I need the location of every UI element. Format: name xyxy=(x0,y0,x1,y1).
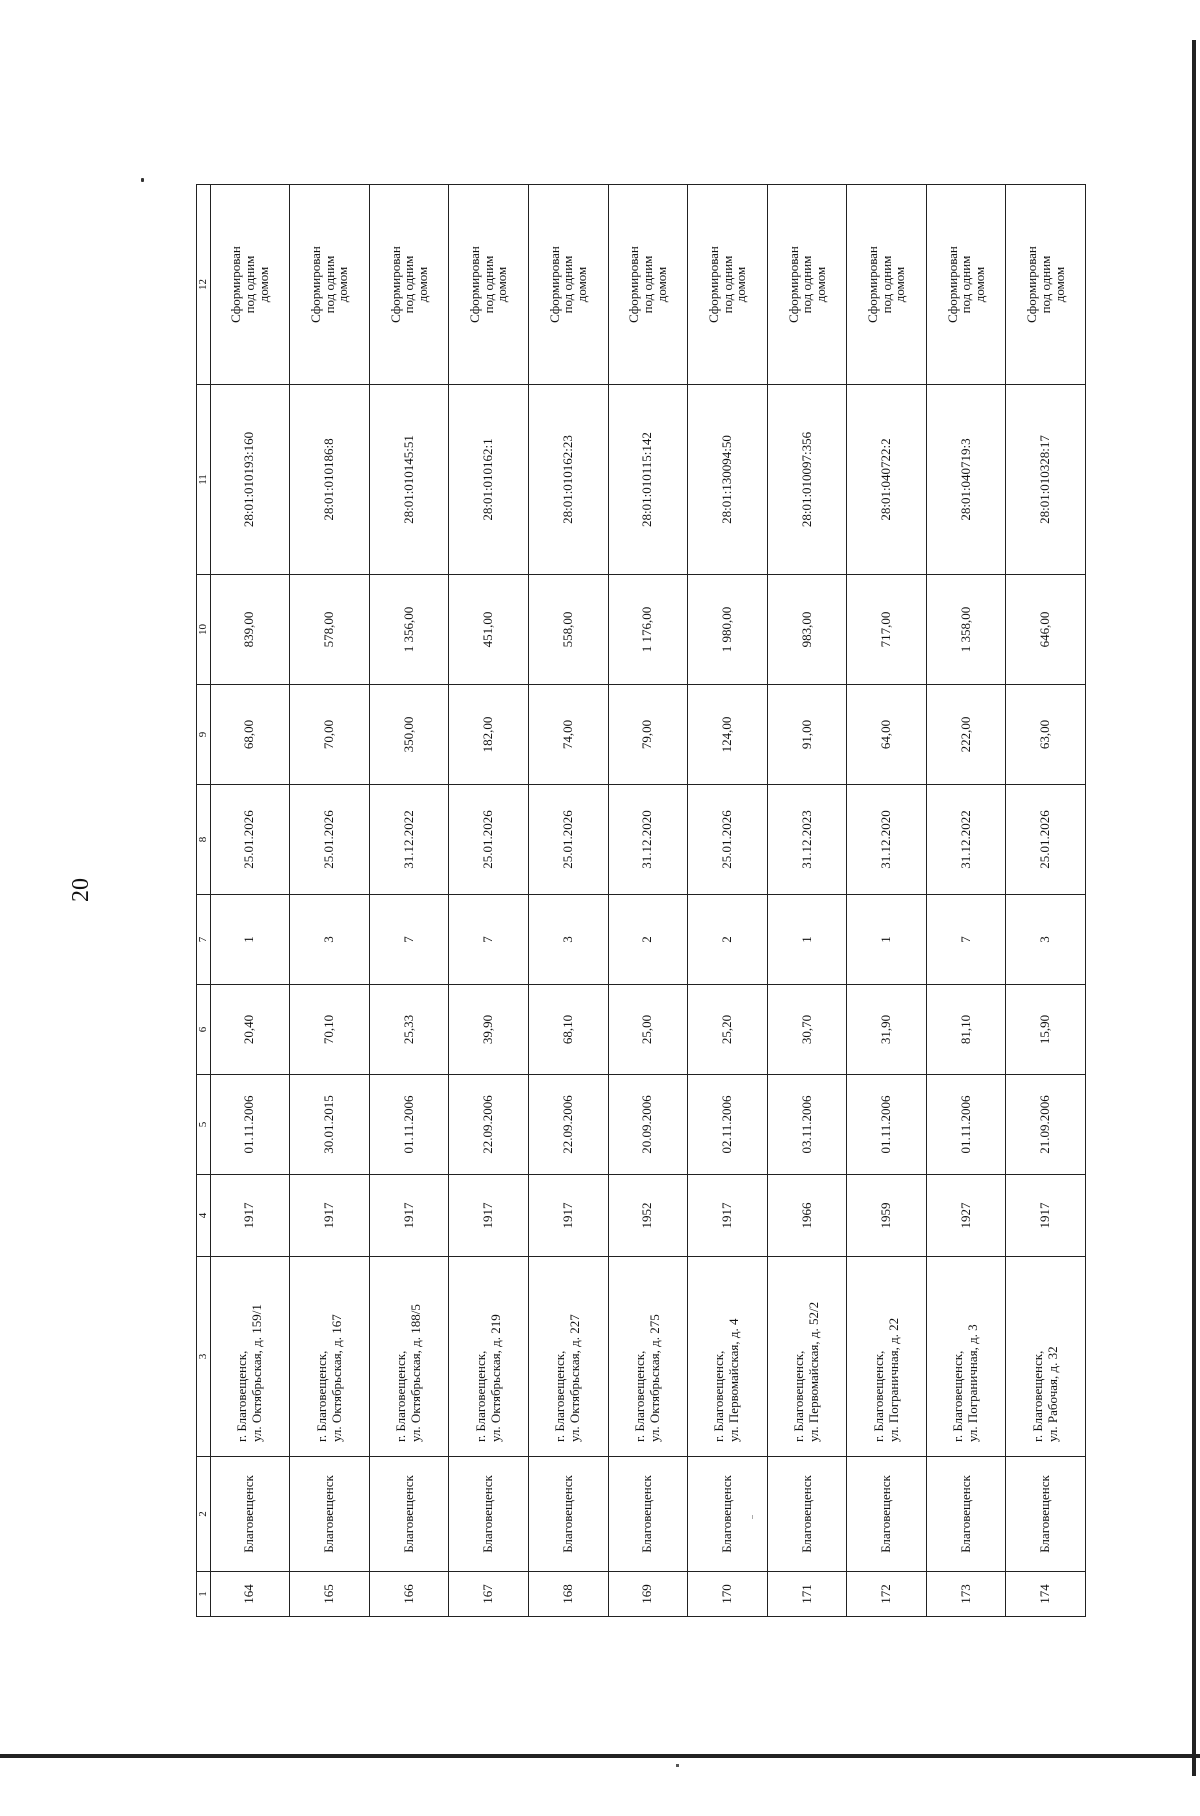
land-status-cell xyxy=(290,185,370,385)
land-status-line: Сформирован xyxy=(785,246,801,323)
table-row xyxy=(1006,185,1086,1617)
planned-date-cell: 25.01.2026 xyxy=(290,785,370,895)
land-area-cell: 1 356,00 xyxy=(369,575,449,685)
municipality-cell: Благовещенск xyxy=(528,1457,608,1572)
planned-date-cell: 25.01.2026 xyxy=(688,785,768,895)
land-status-line: Сформирован xyxy=(944,246,960,323)
area-cell: 222,00 xyxy=(926,685,1006,785)
land-status-line: Сформирован xyxy=(1024,246,1040,323)
land-status-line: домом xyxy=(812,266,828,303)
land-area-cell: 717,00 xyxy=(847,575,927,685)
page-number: 20 xyxy=(68,878,94,902)
land-status-line: Сформирован xyxy=(705,246,721,323)
build-year-cell: 1917 xyxy=(449,1175,529,1257)
address-street-line: ул. Октябрьская, д. 159/1 xyxy=(248,1304,264,1442)
scan-speck xyxy=(141,178,144,182)
municipality-cell: Благовещенск xyxy=(210,1457,290,1572)
recognition-date-cell: 03.11.2006 xyxy=(767,1075,847,1175)
recognition-date-cell: 02.11.2006 xyxy=(688,1075,768,1175)
land-status-line: под одним xyxy=(242,255,258,314)
table-row xyxy=(767,185,847,1617)
land-status-cell xyxy=(1006,185,1086,385)
count-cell: 1 xyxy=(767,895,847,985)
land-status-cell xyxy=(688,185,768,385)
count-cell: 1 xyxy=(847,895,927,985)
cadastral-number-cell: 28:01:130094:50 xyxy=(688,385,768,575)
count-cell: 2 xyxy=(608,895,688,985)
area-cell: 70,00 xyxy=(290,685,370,785)
land-status-line: домом xyxy=(255,266,271,303)
table-body xyxy=(210,185,1085,1617)
column-number-header: 2 xyxy=(197,1457,211,1572)
column-number-header: 8 xyxy=(197,785,211,895)
address-cell xyxy=(528,1257,608,1457)
municipality-cell: Благовещенск xyxy=(369,1457,449,1572)
land-status-line: под одним xyxy=(799,255,815,314)
planned-date-cell: 31.12.2023 xyxy=(767,785,847,895)
build-year-cell: 1966 xyxy=(767,1175,847,1257)
address-city-line: г. Благовещенск, xyxy=(233,1350,249,1442)
cadastral-number-cell: 28:01:010162:1 xyxy=(449,385,529,575)
wear-percent-cell: 70,10 xyxy=(290,985,370,1075)
municipality-cell: Благовещенск xyxy=(767,1457,847,1572)
land-status-line: Сформирован xyxy=(467,246,483,323)
column-number-header: 1 xyxy=(197,1572,211,1617)
area-cell: 68,00 xyxy=(210,685,290,785)
address-cell xyxy=(847,1257,927,1457)
address-cell xyxy=(926,1257,1006,1457)
address-street-line: ул. Пограничная, д. 3 xyxy=(965,1324,981,1442)
land-area-cell: 1 358,00 xyxy=(926,575,1006,685)
build-year-cell: 1917 xyxy=(528,1175,608,1257)
wear-percent-cell: 30,70 xyxy=(767,985,847,1075)
area-cell: 63,00 xyxy=(1006,685,1086,785)
land-status-line: под одним xyxy=(480,255,496,314)
land-area-cell: 451,00 xyxy=(449,575,529,685)
land-status-cell xyxy=(449,185,529,385)
area-cell: 64,00 xyxy=(847,685,927,785)
column-number-header: 12 xyxy=(197,185,211,385)
recognition-date-cell: 22.09.2006 xyxy=(528,1075,608,1175)
build-year-cell: 1952 xyxy=(608,1175,688,1257)
address-street-line: ул. Рабочая, д. 32 xyxy=(1044,1346,1060,1442)
land-status-line: Сформирован xyxy=(626,246,642,323)
row-number-cell: 170 xyxy=(688,1572,768,1617)
area-cell: 124,00 xyxy=(688,685,768,785)
address-street-line: ул. Первомайская, д. 4 xyxy=(726,1318,742,1442)
land-status-cell xyxy=(210,185,290,385)
header-row xyxy=(197,185,211,1617)
address-street-line: ул. Пограничная, д. 22 xyxy=(885,1317,901,1442)
land-status-line: домом xyxy=(733,266,749,303)
address-street-line: ул. Октябрьская, д. 167 xyxy=(328,1314,344,1442)
column-number-header: 11 xyxy=(197,385,211,575)
row-number-cell: 171 xyxy=(767,1572,847,1617)
land-status-line: домом xyxy=(414,266,430,303)
address-cell xyxy=(1006,1257,1086,1457)
address-cell xyxy=(449,1257,529,1457)
land-area-cell: 1 980,00 xyxy=(688,575,768,685)
address-cell xyxy=(688,1257,768,1457)
build-year-cell: 1917 xyxy=(210,1175,290,1257)
build-year-cell: 1917 xyxy=(369,1175,449,1257)
build-year-cell: 1917 xyxy=(290,1175,370,1257)
address-city-line: г. Благовещенск, xyxy=(950,1350,966,1442)
land-status-line: Сформирован xyxy=(865,246,881,323)
count-cell: 2 xyxy=(688,895,768,985)
land-status-line: под одним xyxy=(719,255,735,314)
area-cell: 79,00 xyxy=(608,685,688,785)
table-row xyxy=(210,185,290,1617)
cadastral-number-cell: 28:01:010193:160 xyxy=(210,385,290,575)
row-number-cell: 165 xyxy=(290,1572,370,1617)
area-cell: 182,00 xyxy=(449,685,529,785)
row-number-cell: 169 xyxy=(608,1572,688,1617)
table-row xyxy=(369,185,449,1617)
land-status-line: домом xyxy=(653,266,669,303)
planned-date-cell: 25.01.2026 xyxy=(528,785,608,895)
address-city-line: г. Благовещенск, xyxy=(313,1350,329,1442)
address-city-line: г. Благовещенск, xyxy=(393,1350,409,1442)
row-number-cell: 173 xyxy=(926,1572,1006,1617)
scan-speck xyxy=(676,1764,679,1767)
count-cell: 3 xyxy=(528,895,608,985)
land-area-cell: 983,00 xyxy=(767,575,847,685)
column-number-header: 9 xyxy=(197,685,211,785)
land-status-line: под одним xyxy=(401,255,417,314)
address-street-line: ул. Октябрьская, д. 188/5 xyxy=(408,1304,424,1442)
recognition-date-cell: 01.11.2006 xyxy=(369,1075,449,1175)
address-city-line: г. Благовещенск, xyxy=(711,1350,727,1442)
recognition-date-cell: 30.01.2015 xyxy=(290,1075,370,1175)
build-year-cell: 1959 xyxy=(847,1175,927,1257)
column-number-header: 3 xyxy=(197,1257,211,1457)
land-area-cell: 839,00 xyxy=(210,575,290,685)
land-status-cell xyxy=(369,185,449,385)
recognition-date-cell: 01.11.2006 xyxy=(847,1075,927,1175)
table-row xyxy=(688,185,768,1617)
table-row xyxy=(449,185,529,1617)
wear-percent-cell: 39,90 xyxy=(449,985,529,1075)
count-cell: 3 xyxy=(290,895,370,985)
municipality-cell: Благовещенск xyxy=(926,1457,1006,1572)
table-row xyxy=(528,185,608,1617)
land-status-cell xyxy=(926,185,1006,385)
row-number-cell: 167 xyxy=(449,1572,529,1617)
land-status-line: под одним xyxy=(640,255,655,314)
land-status-line: домом xyxy=(335,266,351,303)
wear-percent-cell: 31,90 xyxy=(847,985,927,1075)
table-row xyxy=(847,185,927,1617)
planned-date-cell: 31.12.2020 xyxy=(608,785,688,895)
recognition-date-cell: 01.11.2006 xyxy=(926,1075,1006,1175)
count-cell: 7 xyxy=(369,895,449,985)
wear-percent-cell: 25,00 xyxy=(608,985,688,1075)
land-status-line: под одним xyxy=(560,255,576,314)
column-number-header: 4 xyxy=(197,1175,211,1257)
cadastral-number-cell: 28:01:010162:23 xyxy=(528,385,608,575)
area-cell: 91,00 xyxy=(767,685,847,785)
land-status-line: домом xyxy=(494,266,510,303)
wear-percent-cell: 20,40 xyxy=(210,985,290,1075)
wear-percent-cell: 25,33 xyxy=(369,985,449,1075)
planned-date-cell: 31.12.2022 xyxy=(926,785,1006,895)
address-street-line: ул. Октябрьская, д. 219 xyxy=(487,1314,503,1442)
land-status-line: Сформирован xyxy=(546,246,562,323)
row-number-cell: 174 xyxy=(1006,1572,1086,1617)
cadastral-number-cell: 28:01:010115:142 xyxy=(608,385,688,575)
land-status-line: под одним xyxy=(321,255,337,314)
municipality-cell: Благовещенск xyxy=(290,1457,370,1572)
municipality-cell: Благовещенск xyxy=(847,1457,927,1572)
planned-date-cell: 25.01.2026 xyxy=(449,785,529,895)
address-cell xyxy=(369,1257,449,1457)
land-area-cell: 646,00 xyxy=(1006,575,1086,685)
table-row xyxy=(290,185,370,1617)
column-number-header: 10 xyxy=(197,575,211,685)
land-status-line: домом xyxy=(971,266,987,303)
row-number-cell: 166 xyxy=(369,1572,449,1617)
cadastral-number-cell: 28:01:040719:3 xyxy=(926,385,1006,575)
land-area-cell: 558,00 xyxy=(528,575,608,685)
column-number-header: 5 xyxy=(197,1075,211,1175)
count-cell: 1 xyxy=(210,895,290,985)
recognition-date-cell: 20.09.2006 xyxy=(608,1075,688,1175)
land-status-line: под одним xyxy=(878,255,894,314)
cadastral-number-cell: 28:01:010328:17 xyxy=(1006,385,1086,575)
cadastral-number-cell: 28:01:010145:51 xyxy=(369,385,449,575)
land-status-line: домом xyxy=(1051,266,1067,303)
address-city-line: г. Благовещенск, xyxy=(552,1350,568,1442)
address-cell xyxy=(210,1257,290,1457)
wear-percent-cell: 15,90 xyxy=(1006,985,1086,1075)
municipality-cell: Благовещенск xyxy=(1006,1457,1086,1572)
land-status-line: под одним xyxy=(1037,255,1053,314)
cadastral-number-cell: 28:01:010097:356 xyxy=(767,385,847,575)
wear-percent-cell: 68,10 xyxy=(528,985,608,1075)
build-year-cell: 1917 xyxy=(688,1175,768,1257)
land-status-line: Сформирован xyxy=(228,246,244,323)
wear-percent-cell: 25,20 xyxy=(688,985,768,1075)
address-cell xyxy=(290,1257,370,1457)
row-number-cell: 172 xyxy=(847,1572,927,1617)
registry-table xyxy=(196,184,1086,1617)
address-city-line: г. Благовещенск, xyxy=(870,1350,886,1442)
table-row xyxy=(926,185,1006,1617)
planned-date-cell: 31.12.2022 xyxy=(369,785,449,895)
page-edge-bottom xyxy=(0,1754,1200,1758)
land-status-cell xyxy=(608,185,688,385)
recognition-date-cell: 21.09.2006 xyxy=(1006,1075,1086,1175)
table-row xyxy=(608,185,688,1617)
row-number-cell: 164 xyxy=(210,1572,290,1617)
address-cell xyxy=(608,1257,688,1457)
build-year-cell: 1917 xyxy=(1006,1175,1086,1257)
land-area-cell: 1 176,00 xyxy=(608,575,688,685)
column-number-header: 6 xyxy=(197,985,211,1075)
row-number-cell: 168 xyxy=(528,1572,608,1617)
planned-date-cell: 25.01.2026 xyxy=(210,785,290,895)
address-street-line: ул. Октябрьская, д. 275 xyxy=(646,1314,662,1442)
count-cell: 7 xyxy=(926,895,1006,985)
build-year-cell: 1927 xyxy=(926,1175,1006,1257)
municipality-cell: Благовещенск xyxy=(688,1457,768,1572)
cadastral-number-cell: 28:01:040722:2 xyxy=(847,385,927,575)
planned-date-cell: 25.01.2026 xyxy=(1006,785,1086,895)
recognition-date-cell: 01.11.2006 xyxy=(210,1075,290,1175)
address-city-line: г. Благовещенск, xyxy=(631,1350,647,1442)
cadastral-number-cell: 28:01:010186:8 xyxy=(290,385,370,575)
recognition-date-cell: 22.09.2006 xyxy=(449,1075,529,1175)
land-status-cell xyxy=(528,185,608,385)
count-cell: 7 xyxy=(449,895,529,985)
area-cell: 350,00 xyxy=(369,685,449,785)
municipality-cell: Благовещенск xyxy=(608,1457,688,1572)
count-cell: 3 xyxy=(1006,895,1086,985)
page-edge-right xyxy=(1192,40,1196,1776)
land-status-line: домом xyxy=(574,266,590,303)
address-street-line: ул. Октябрьская, д. 227 xyxy=(567,1314,583,1442)
land-status-line: Сформирован xyxy=(308,246,324,323)
land-area-cell: 578,00 xyxy=(290,575,370,685)
address-city-line: г. Благовещенск, xyxy=(1029,1350,1045,1442)
registry-table-wrapper xyxy=(196,185,1086,1617)
address-city-line: г. Благовещенск, xyxy=(472,1350,488,1442)
land-status-line: домом xyxy=(892,266,908,303)
address-street-line: ул. Первомайская, д. 52/2 xyxy=(805,1301,821,1442)
land-status-line: Сформирован xyxy=(387,246,403,323)
land-status-cell xyxy=(847,185,927,385)
address-city-line: г. Благовещенск, xyxy=(791,1350,807,1442)
area-cell: 74,00 xyxy=(528,685,608,785)
land-status-line: под одним xyxy=(958,255,974,314)
column-number-header: 7 xyxy=(197,895,211,985)
land-status-cell xyxy=(767,185,847,385)
wear-percent-cell: 81,10 xyxy=(926,985,1006,1075)
address-cell xyxy=(767,1257,847,1457)
planned-date-cell: 31.12.2020 xyxy=(847,785,927,895)
municipality-cell: Благовещенск xyxy=(449,1457,529,1572)
